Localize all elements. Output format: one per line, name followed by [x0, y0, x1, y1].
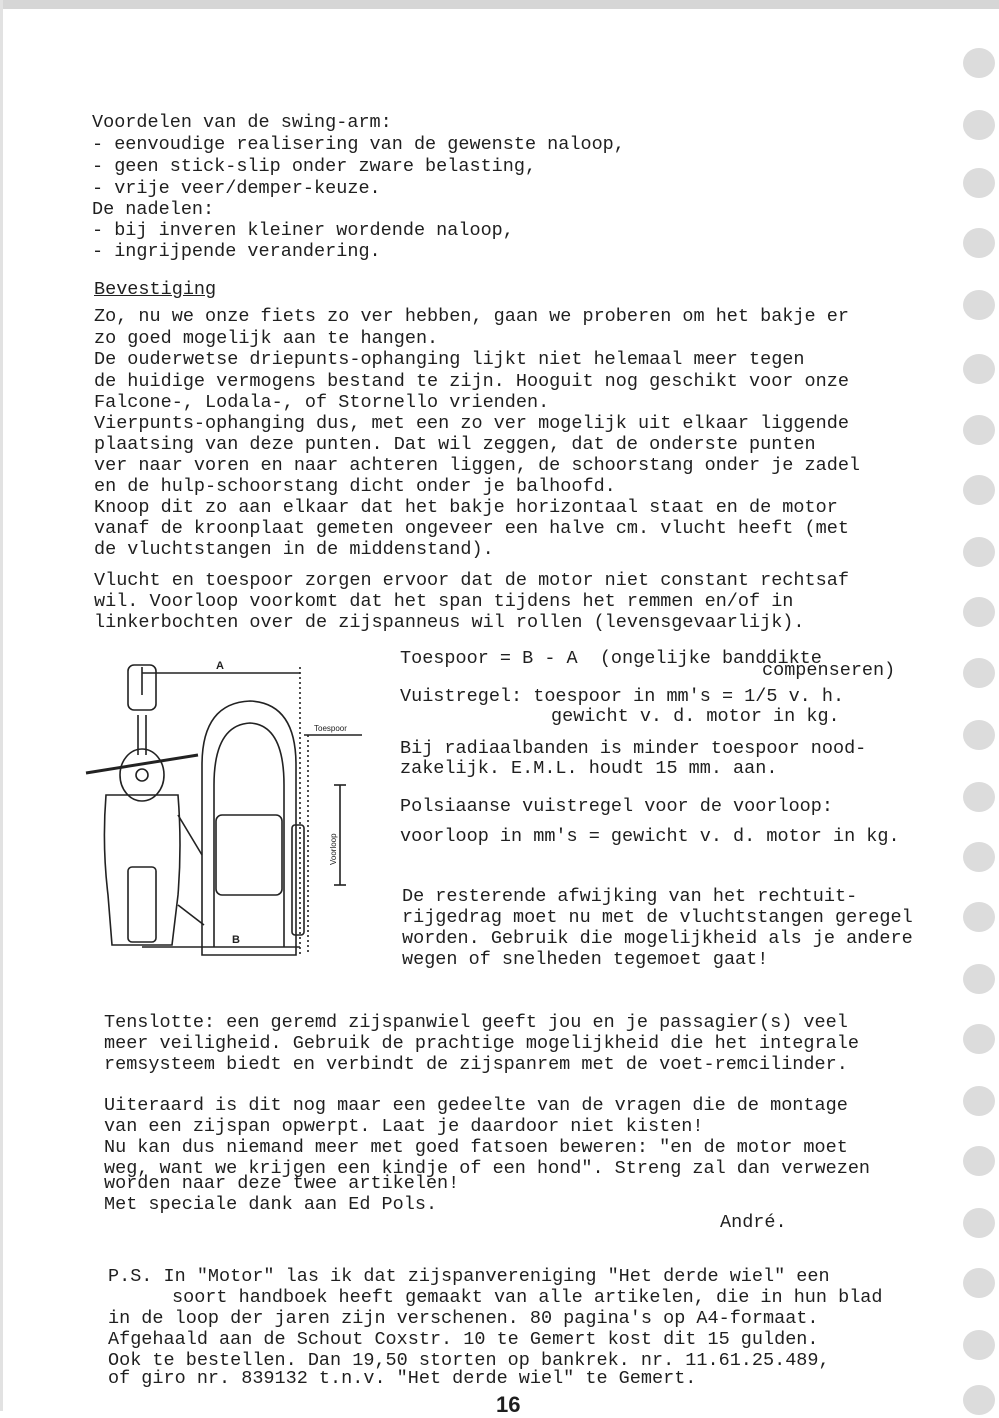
sidecar-seat — [216, 815, 282, 895]
binder-hole — [963, 48, 995, 78]
paragraph-line: Nu kan dus niemand meer met goed fatsoen beweren: "en de motor moet — [104, 1137, 848, 1158]
sidecar-wheel — [292, 825, 304, 935]
paragraph-line: van een zijspan opwerpt. Laat je daardoor niet kisten! — [104, 1116, 704, 1137]
rule-vuistregel-cont: gewicht v. d. motor in kg. — [551, 706, 840, 727]
paragraph-line: ver naar voren en naar achteren liggen, de schoorstang onder je zadel — [94, 455, 861, 476]
binder-hole — [963, 354, 995, 384]
ps-line: of giro nr. 839132 t.n.v. "Het derde wiel" te Gemert. — [108, 1368, 697, 1389]
binder-hole — [963, 1330, 995, 1360]
label-b: B — [232, 934, 240, 946]
scan-top-edge — [0, 0, 999, 9]
sidecar-diagram-svg — [82, 655, 382, 985]
paragraph-line: de huidige vermogens bestand te zijn. Hooguit nog geschikt voor onze — [94, 371, 849, 392]
binder-hole — [963, 597, 995, 627]
paragraph-line: De ouderwetse driepunts-ophanging lijkt niet helemaal meer tegen — [94, 349, 805, 370]
voordelen-item: - vrije veer/demper-keuze. — [92, 178, 381, 199]
paragraph-line: remsysteem biedt en verbindt de zijspanrem met de voet-remcilinder. — [104, 1054, 848, 1075]
rule-radiaal-cont: zakelijk. E.M.L. houdt 15 mm. aan. — [400, 758, 778, 779]
rule-toespoor: Toespoor = B - A (ongelijke banddikte — [400, 648, 822, 669]
motorcycle-frame — [104, 795, 180, 945]
paragraph-line: weg, want we krijgen een kindje of een hond". Streng zal dan verwezen — [104, 1158, 871, 1179]
motorcycle-handlebar — [86, 755, 198, 773]
binder-hole — [963, 1208, 995, 1238]
binder-hole — [963, 782, 995, 812]
voordelen-item: - geen stick-slip onder zware belasting, — [92, 156, 537, 177]
scan-left-edge — [0, 0, 3, 1411]
page-number: 16 — [496, 1392, 521, 1417]
rule-radiaal: Bij radiaalbanden is minder toespoor nood- — [400, 738, 867, 759]
binder-hole — [963, 964, 995, 994]
binder-holes — [959, 40, 999, 1411]
binder-hole — [963, 168, 995, 198]
binder-hole — [963, 110, 995, 140]
binder-hole — [963, 1024, 995, 1054]
paragraph-line: vanaf de kroonplaat gemeten ongeveer een halve cm. vlucht heeft (met — [94, 518, 849, 539]
label-toespoor: Toespoor — [314, 724, 347, 733]
binder-hole — [963, 228, 995, 258]
binder-hole — [963, 415, 995, 445]
voordelen-title: Voordelen van de swing-arm: — [92, 112, 392, 133]
paragraph-line: Vlucht en toespoor zorgen ervoor dat de motor niet constant rechtsaf — [94, 570, 849, 591]
binder-hole — [963, 720, 995, 750]
paragraph-line: Vierpunts-ophanging dus, met een zo ver mogelijk uit elkaar liggende — [94, 413, 849, 434]
nadelen-item: - ingrijpende verandering. — [92, 241, 381, 262]
paragraph-line: Zo, nu we onze fiets zo ver hebben, gaan we proberen om het bakje er — [94, 306, 849, 327]
binder-hole — [963, 902, 995, 932]
ps-line: Afgehaald aan de Schout Coxstr. 10 te Gemert kost dit 15 gulden. — [108, 1329, 819, 1350]
ps-line: Ook te bestellen. Dan 19,50 storten op bankrek. nr. 11.61.25.489, — [108, 1350, 830, 1371]
paragraph-line: Knoop dit zo aan elkaar dat het bakje horizontaal staat en de motor — [94, 497, 838, 518]
signature: André. — [720, 1212, 787, 1233]
motorcycle-rear-wheel — [128, 867, 156, 942]
ps-line: soort handboek heeft gemaakt van alle artikelen, die in hun blad — [172, 1287, 883, 1308]
rule-afwijking: worden. Gebruik die mogelijkheid als je andere — [402, 928, 913, 949]
paragraph-line: plaatsing van deze punten. Dat wil zeggen, dat de onderste punten — [94, 434, 816, 455]
binder-hole — [963, 842, 995, 872]
sidecar-diagram — [82, 655, 382, 985]
binder-hole — [963, 537, 995, 567]
motorcycle-tank — [120, 749, 164, 801]
rule-afwijking: wegen of snelheden tegemoet gaat! — [402, 949, 769, 970]
paragraph-line: en de hulp-schoorstang dicht onder je balhoofd. — [94, 476, 616, 497]
rule-polsiaanse: Polsiaanse vuistregel voor de voorloop: — [400, 796, 833, 817]
binder-hole — [963, 1268, 995, 1298]
paragraph-line: meer veiligheid. Gebruik de prachtige mogelijkheid die het integrale — [104, 1033, 859, 1054]
paragraph-line: Met speciale dank aan Ed Pols. — [104, 1194, 438, 1215]
voordelen-item: - eenvoudige realisering van de gewenste naloop, — [92, 134, 625, 155]
paragraph-line: Uiteraard is dit nog maar een gedeelte van de vragen die de montage — [104, 1095, 848, 1116]
label-voorloop: Voorloop — [329, 833, 338, 865]
rule-toespoor-cont: compenseren) — [762, 660, 896, 681]
paragraph-line: zo goed mogelijk aan te hangen. — [94, 328, 439, 349]
binder-hole — [963, 1086, 995, 1116]
binder-hole — [963, 1146, 995, 1176]
paragraph-line: wil. Voorloop voorkomt dat het span tijdens het remmen en/of in — [94, 591, 794, 612]
label-a: A — [216, 660, 224, 672]
section-heading-bevestiging: Bevestiging — [94, 279, 217, 300]
rule-afwijking: De resterende afwijking van het rechtuit- — [402, 886, 858, 907]
paragraph-line: worden naar deze twee artikelen! — [104, 1173, 460, 1194]
ps-line: in de loop der jaren zijn verschenen. 80 pagina's op A4-formaat. — [108, 1308, 819, 1329]
binder-hole — [963, 290, 995, 320]
paragraph-line: linkerbochten over de zijspanneus wil rollen (levensgevaarlijk). — [94, 612, 805, 633]
paragraph-line: Falcone-, Lodala-, of Stornello vrienden. — [94, 392, 550, 413]
rule-polsiaanse-formula: voorloop in mm's = gewicht v. d. motor in kg. — [400, 826, 900, 847]
ps-line: P.S. In "Motor" las ik dat zijspanvereniging "Het derde wiel" een — [108, 1266, 830, 1287]
binder-hole — [963, 475, 995, 505]
nadelen-item: - bij inveren kleiner wordende naloop, — [92, 220, 514, 241]
paragraph-line: Tenslotte: een geremd zijspanwiel geeft jou en je passagier(s) veel — [104, 1012, 848, 1033]
rule-afwijking: rijgedrag moet nu met de vluchtstangen geregel — [402, 907, 913, 928]
paragraph-line: de vluchtstangen in de middenstand). — [94, 539, 494, 560]
binder-hole — [963, 658, 995, 688]
nadelen-title: De nadelen: — [92, 199, 215, 220]
rule-vuistregel: Vuistregel: toespoor in mm's = 1/5 v. h. — [400, 686, 845, 707]
